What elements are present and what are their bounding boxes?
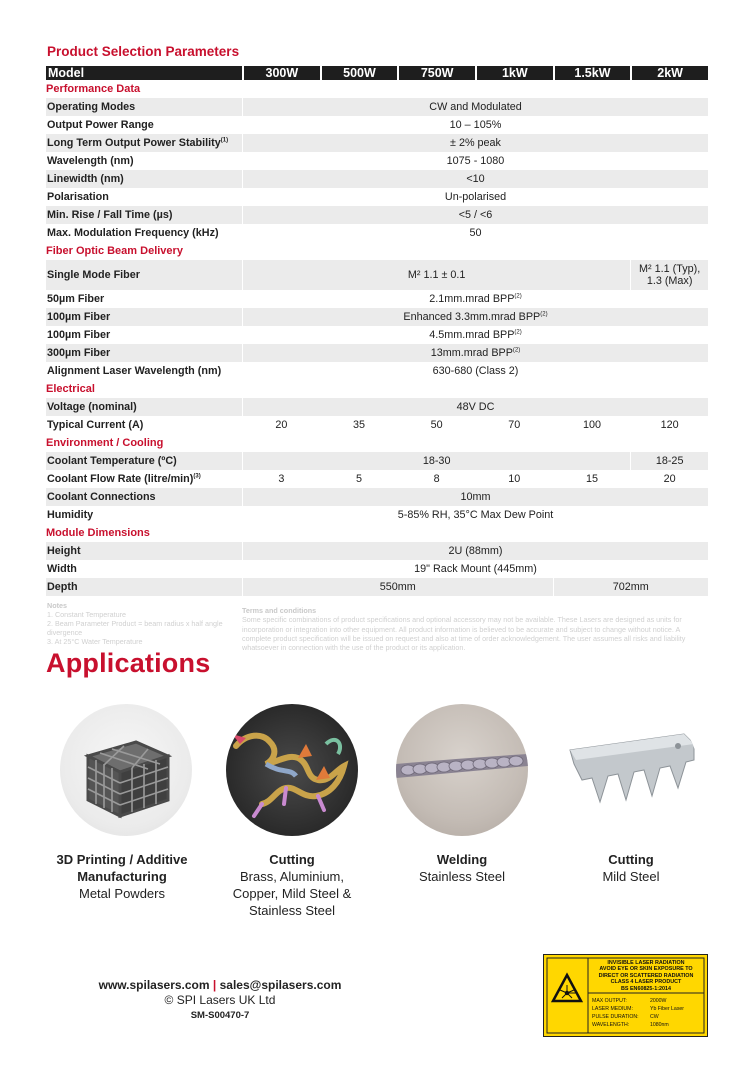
row-value: 100 [553, 416, 631, 434]
row-label: Wavelength (nm) [46, 152, 242, 170]
row-value: 50 [242, 224, 708, 242]
row-label: Coolant Temperature (ºC) [46, 452, 242, 470]
terms-text: Some specific combinations of product specifications and optional accessory may not be available. These Lasers are designed as units for incorporation or integration into other equipment. All product information is believed to be accurate and subject to change without notice. A complete product specification will be issued on request and also at time of order acknowledgement. The user assumes all risks and liability whatsoever in connection with the use of the product or its application. [242, 615, 686, 653]
app-caption-cutting [202, 851, 382, 919]
row-value: CW and Modulated [242, 98, 708, 116]
spec-line: LASER MEDIUM: Yb Fiber Laser [592, 1006, 685, 1012]
table-row [46, 170, 708, 188]
row-value: 10 [475, 470, 553, 488]
table-row [46, 452, 708, 470]
table-row [46, 398, 708, 416]
warning-line: CLASS 4 LASER PRODUCT [610, 979, 682, 986]
note-2: 2. Beam Parameter Product = beam radius x half angle divergence [47, 619, 223, 637]
table-row [46, 488, 708, 506]
section-electrical: Electrical [46, 380, 708, 398]
table-row [46, 578, 708, 596]
terms-heading: Terms and conditions [242, 606, 317, 615]
row-value: 19" Rack Mount (445mm) [242, 560, 708, 578]
warning-line: BS EN60825-1:2014 [620, 985, 672, 992]
row-value: 15 [553, 470, 631, 488]
section-fiber: Fiber Optic Beam Delivery [46, 242, 708, 260]
spec-line: MAX OUTPUT: 2000W [592, 998, 667, 1004]
weld-bead-image [396, 704, 528, 836]
row-label: Depth [46, 578, 242, 596]
model-1kw: 1kW [475, 66, 553, 80]
laser-warning-label [543, 954, 708, 1037]
row-value: 1075 - 1080 [242, 152, 708, 170]
row-value: 20 [630, 470, 708, 488]
table-row [46, 506, 708, 524]
row-value: Un-polarised [242, 188, 708, 206]
row-label: Polarisation [46, 188, 242, 206]
model-1-5kw: 1.5kW [553, 66, 631, 80]
row-label: 100µm Fiber [46, 308, 242, 326]
app-subtitle: Mild Steel [602, 869, 660, 884]
table-row [46, 152, 708, 170]
warning-line: INVISIBLE LASER RADIATION [607, 960, 685, 966]
warning-line: DIRECT OR SCATTERED RADIATION [598, 972, 694, 979]
footer-separator: | [212, 978, 217, 992]
row-value: 630-680 (Class 2) [242, 362, 708, 380]
website-link[interactable]: www.spilasers.com [98, 978, 210, 992]
notes-block [47, 601, 237, 646]
app-title: Cutting [608, 852, 654, 867]
footer [70, 978, 370, 1023]
app-subtitle: Brass, Aluminium, Copper, Mild Steel & Stainless Steel [232, 869, 352, 918]
row-label: 100µm Fiber [46, 326, 242, 344]
email-link[interactable]: sales@spilasers.com [219, 978, 342, 992]
row-value-2kw: 18-25 [630, 452, 708, 470]
app-subtitle: Stainless Steel [419, 869, 505, 884]
row-value: 5 [320, 470, 398, 488]
row-label: Coolant Flow Rate (litre/min)$^{(3)}$ [46, 470, 242, 488]
note-1: 1. Constant Temperature [47, 610, 126, 619]
footer-company: © SPI Lasers UK Ltd [164, 993, 276, 1007]
row-value: 50 [397, 416, 475, 434]
app-title: Cutting [269, 852, 315, 867]
table-row [46, 326, 708, 344]
row-value: 10mm [242, 488, 708, 506]
model-500w: 500W [320, 66, 398, 80]
table-row [46, 134, 708, 152]
app-title: 3D Printing / Additive Manufacturing [56, 852, 188, 884]
app-title: Welding [436, 852, 488, 867]
model-750w: 750W [397, 66, 475, 80]
section-performance: Performance Data [46, 80, 708, 98]
row-label: Max. Modulation Frequency (kHz) [46, 224, 242, 242]
table-row [46, 224, 708, 242]
app-caption-3d-printing [32, 851, 212, 902]
table-row [46, 290, 708, 308]
table-row [46, 98, 708, 116]
table-row [46, 188, 708, 206]
section-environment: Environment / Cooling [46, 434, 708, 452]
row-label: 50µm Fiber [46, 290, 242, 308]
row-value: 4.5mm.mrad BPP$^{(2)}$ [242, 326, 708, 344]
row-value: 120 [630, 416, 708, 434]
table-row [46, 260, 708, 290]
warning-line: AVOID EYE OR SKIN EXPOSURE TO [599, 966, 693, 973]
row-value-2kw: M² 1.1 (Typ), 1.3 (Max) [630, 260, 708, 290]
app-subtitle: Metal Powders [79, 886, 165, 901]
section-dimensions: Module Dimensions [46, 524, 708, 542]
row-value: 550mm [242, 578, 553, 596]
row-value: 48V DC [242, 398, 708, 416]
row-value: 20 [242, 416, 320, 434]
row-value: <5 / <6 [242, 206, 708, 224]
table-row [46, 116, 708, 134]
terms-block [242, 606, 710, 652]
row-value: 70 [475, 416, 553, 434]
row-value: Enhanced 3.3mm.mrad BPP$^{(2)}$ [242, 308, 708, 326]
row-label: Single Mode Fiber [46, 260, 242, 290]
app-caption-cutting-mild [541, 851, 721, 885]
row-value: 13mm.mrad BPP$^{(2)}$ [242, 344, 708, 362]
row-label: Linewidth (nm) [46, 170, 242, 188]
model-header-row [46, 66, 708, 80]
row-label: Operating Modes [46, 98, 242, 116]
dragon-cutout-image [226, 704, 358, 836]
table-row [46, 206, 708, 224]
page-title: Product Selection Parameters [47, 44, 240, 59]
table-row [46, 470, 708, 488]
row-value: <10 [242, 170, 708, 188]
cut-steel-image [566, 704, 698, 836]
row-label: Min. Rise / Fall Time (µs) [46, 206, 242, 224]
row-value: 2.1mm.mrad BPP$^{(2)}$ [242, 290, 708, 308]
table-row [46, 560, 708, 578]
model-300w: 300W [242, 66, 320, 80]
row-label: Width [46, 560, 242, 578]
app-caption-welding [372, 851, 552, 885]
row-label: 300µm Fiber [46, 344, 242, 362]
lattice-cube-image [60, 704, 192, 836]
row-label: Long Term Output Power Stability$^{(1)}$ [46, 134, 242, 152]
table-row [46, 344, 708, 362]
note-3: 3. At 25°C Water Temperature [47, 637, 143, 646]
document-code: SM-S00470-7 [190, 1010, 250, 1021]
model-label: Model [46, 66, 242, 80]
row-label: Output Power Range [46, 116, 242, 134]
row-label: Coolant Connections [46, 488, 242, 506]
row-label: Voltage (nominal) [46, 398, 242, 416]
row-value: 35 [320, 416, 398, 434]
model-2kw: 2kW [630, 66, 708, 80]
spec-line: PULSE DURATION: CW [592, 1014, 659, 1020]
row-value: 10 – 105% [242, 116, 708, 134]
footer-contact [70, 978, 370, 993]
table-row [46, 362, 708, 380]
table-row [46, 542, 708, 560]
row-label: Humidity [46, 506, 242, 524]
spec-table [46, 66, 708, 596]
row-value: M² 1.1 ± 0.1 [242, 260, 630, 290]
row-value: 3 [242, 470, 320, 488]
row-value: 8 [397, 470, 475, 488]
row-label: Height [46, 542, 242, 560]
row-value: 18-30 [242, 452, 630, 470]
applications-heading: Applications [46, 648, 211, 678]
row-value: 5-85% RH, 35°C Max Dew Point [242, 506, 708, 524]
spec-line: WAVELENGTH: 1080nm [592, 1022, 669, 1028]
row-value: 702mm [553, 578, 708, 596]
row-value: ± 2% peak [242, 134, 708, 152]
row-value: 2U (88mm) [242, 542, 708, 560]
notes-heading: Notes [47, 601, 67, 610]
table-row [46, 416, 708, 434]
row-label: Typical Current (A) [46, 416, 242, 434]
row-label: Alignment Laser Wavelength (nm) [46, 362, 242, 380]
table-row [46, 308, 708, 326]
